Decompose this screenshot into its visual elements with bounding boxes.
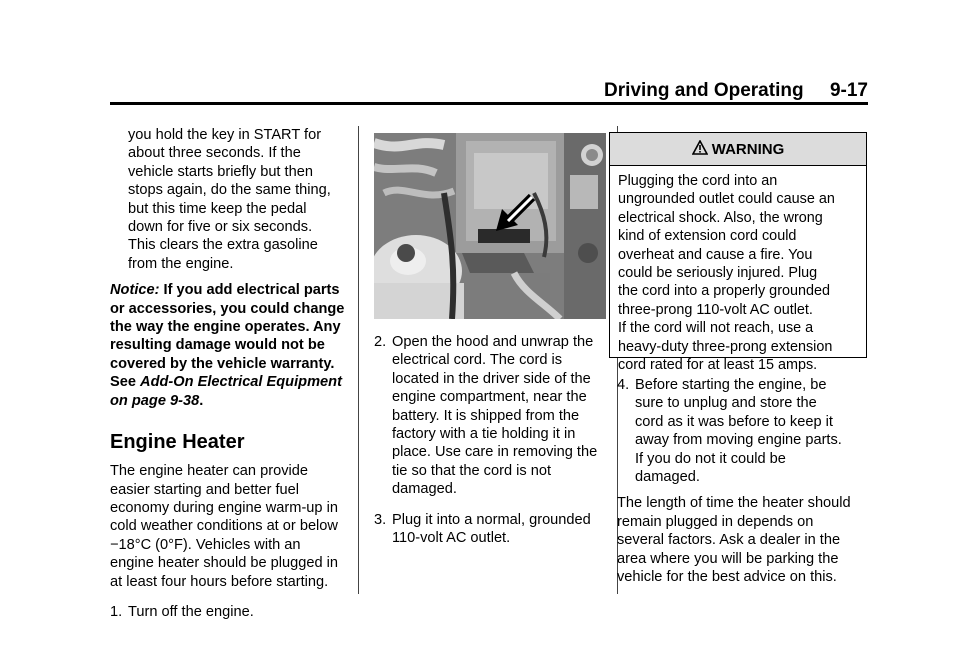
text-line: factory with a tie holding it in [392, 426, 576, 443]
text-line: Plugging the cord into an [618, 173, 778, 189]
text-line: Plug it into a normal, grounded [392, 511, 591, 528]
continued-paragraph [110, 126, 350, 273]
text-line: −18°C (0°F). Vehicles with an [110, 536, 301, 553]
warning-title: WARNING [711, 140, 785, 158]
text-line: tie so that the cord is not [392, 462, 551, 479]
engine-heater-paragraph [110, 462, 350, 591]
text-line: easier starting and better fuel [110, 481, 300, 498]
text-line: ungrounded outlet could cause an [618, 191, 835, 208]
notice-block [110, 281, 350, 410]
text-line: down for five or six seconds. [128, 219, 313, 236]
text-line: kind of extension cord could [618, 228, 797, 245]
text-line: cord as it was before to keep it [635, 413, 833, 430]
header-rule [110, 102, 868, 105]
text-line: electrical shock. Also, the wrong [618, 209, 823, 226]
page-header-title: Driving and Operating 9-17 [604, 80, 868, 101]
text-line: battery. It is shipped from the [392, 407, 580, 424]
text-line: If you add electrical parts [163, 282, 340, 299]
text-line: engine compartment, near the [392, 389, 587, 406]
text-line: The length of time the heater should [617, 495, 851, 512]
section-heading: Engine Heater [110, 431, 245, 454]
text-line: engine heater should be plugged in [110, 555, 339, 572]
warning-header [610, 133, 866, 166]
text-line: three-prong 110-volt AC outlet. [618, 301, 813, 318]
text-line: overheat and cause a fire. You [618, 246, 813, 263]
text-line: away from moving engine parts. [635, 432, 842, 449]
text-line: Before starting the engine, be [635, 377, 827, 393]
cross-reference-page[interactable]: on page 9-38 [110, 392, 200, 409]
text-line: or accessories, you could change [110, 300, 345, 317]
warning-triangle-icon [692, 140, 708, 159]
text-line: damaged. [635, 469, 700, 486]
text-line: See [110, 374, 141, 391]
text-line: If you do not it could be [635, 450, 786, 467]
text-line: covered by the vehicle warranty. [110, 355, 335, 372]
text-line: heavy-duty three-prong extension [618, 338, 833, 355]
text-line: If the cord will not reach, use a [618, 320, 814, 337]
text-line: electrical cord. The cord is [392, 352, 563, 369]
text-line: cold weather conditions at or below [110, 518, 338, 535]
text-line: the cord into a properly grounded [618, 283, 831, 300]
text-line: could be seriously injured. Plug [618, 265, 818, 282]
text-line: from the engine. [128, 255, 234, 272]
list-item-step-2 [374, 333, 606, 499]
text-line: sure to unplug and store the [635, 395, 817, 412]
column-2 [374, 126, 606, 547]
text-line: This clears the extra gasoline [128, 237, 318, 254]
engine-compartment-image [374, 133, 606, 319]
column-3 [617, 376, 869, 586]
text-line: located in the driver side of the [392, 370, 591, 387]
text-line: vehicle for the best advice on this. [617, 569, 837, 586]
engine-illustration [374, 133, 606, 319]
warning-body [610, 166, 866, 380]
column-divider-1 [358, 126, 359, 594]
text-line: the way the engine operates. Any [110, 319, 341, 336]
text-line: 110-volt AC outlet. [392, 530, 511, 547]
list-item-step-4 [617, 376, 869, 486]
text-line: stops again, do the same thing, [128, 182, 331, 199]
list-item-step-3 [374, 511, 606, 548]
list-item-step-1 [110, 603, 350, 621]
text-line: you hold the key in START for [128, 127, 322, 143]
text-line: but this time keep the pedal [128, 200, 307, 217]
cross-reference-link[interactable]: Add-On Electrical Equipment [140, 374, 342, 391]
step-number: 1. [110, 603, 123, 620]
text-line: vehicle starts briefly but then [128, 163, 313, 180]
text-line: cord rated for at least 15 amps. [618, 357, 818, 374]
page-header [110, 74, 868, 106]
heater-duration-paragraph [617, 494, 869, 586]
text-line: economy during engine warm-up in [110, 499, 338, 516]
step-number: 4. [617, 377, 630, 393]
text-line: several factors. Ask a dealer in the [617, 532, 841, 549]
text-line: The engine heater can provide [110, 463, 308, 480]
text-line: area where you will be parking the [617, 550, 839, 567]
step-text: Turn off the engine. [128, 603, 254, 620]
text-line: . [199, 392, 204, 409]
text-line: at least four hours before starting. [110, 573, 329, 590]
notice-label: Notice: [110, 282, 160, 299]
column-1 [110, 126, 350, 621]
step-number: 3. [374, 511, 387, 528]
text-line: Open the hood and unwrap the [392, 334, 594, 350]
text-line: damaged. [392, 481, 457, 498]
text-line: remain plugged in depends on [617, 513, 814, 530]
text-line: about three seconds. If the [128, 145, 301, 162]
step-number: 2. [374, 334, 387, 350]
text-line: place. Use care in removing the [392, 444, 598, 461]
warning-box [609, 132, 867, 374]
text-line: resulting damage would not be [110, 337, 325, 354]
